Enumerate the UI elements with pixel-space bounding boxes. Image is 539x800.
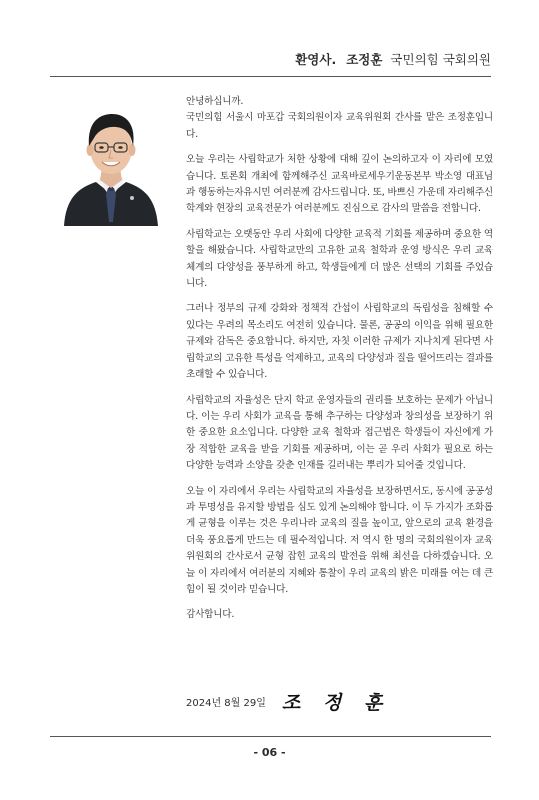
closing-thanks: 감사합니다. (186, 609, 235, 621)
paragraph-thanks: 오늘 우리는 사립학교가 처한 상황에 대해 깊이 논의하고자 이 자리에 모였습니다. 토론회 개최에 함께해주신 교육바로세우기운동본부 박소영 대표님과 행동하는자유시민 여러분께 감사드립니다. 또, 바쁘신 가운데 자리해주신 학계와 현장의 교육전문가 여러분께도 진심으로 감사의 말씀을 전합니다. (186, 154, 493, 215)
signature-block (186, 688, 390, 715)
salutation: 안녕하십니까. (186, 96, 244, 107)
header-role: 국민의힘 국회의원 (390, 52, 491, 67)
header-divider (50, 76, 491, 77)
footer-divider (50, 736, 491, 737)
header-name: 조정훈 (346, 52, 383, 67)
paragraph-balance: 오늘 이 자리에서 우리는 사립학교의 자율성을 보장하면서도, 동시에 공공성과 투명성을 유지할 방법을 심도 있게 논의해야 합니다. 이 두 가지가 조화롭게 균형을 이루는 것은 우리나라 교육의 질을 높이고, 앞으로의 교육 환경을 더욱 풍요롭게 만드는 데 필수적입니다. 저 역시 한 명의 국회의원이자 교육위원회의 간사로서 균형 잡힌 교육의 발전을 위해 최선을 다하겠습니다. 오늘 이 자리에서 여러분의 지혜와 통찰이 우리 교육의 밝은 미래를 여는 데 큰 힘이 될 것이라 믿습니다. (186, 485, 493, 595)
letter-body (186, 94, 493, 633)
portrait-photo (60, 94, 162, 226)
intro-paragraph: 국민의힘 서울시 마포갑 국회의원이자 교육위원회 간사를 맡은 조정훈입니다. (186, 112, 493, 140)
paragraph-regulation-concerns: 그러나 정부의 규제 강화와 정책적 간섭이 사립학교의 독립성을 침해할 수 있다는 우려의 목소리도 여전히 있습니다. 물론, 공공의 이익을 위해 필요한 규제와 감독은 중요합니다. 하지만, 자칫 이러한 규제가 지나치게 된다면 사립학교의 고유한 특성을 억제하고, 교육의 다양성과 질을 떨어뜨리는 결과를 초래할 수 있습니다. (186, 303, 493, 381)
paragraph-private-schools-role: 사립학교는 오랫동안 우리 사회에 다양한 교육적 기회를 제공하며 중요한 역할을 해왔습니다. 사립학교만의 고유한 교육 철학과 운영 방식은 우리 교육 체계의 다양성을 풍부하게 하고, 학생들에게 더 많은 선택의 기회를 주었습니다. (186, 228, 493, 290)
page-header (295, 50, 491, 68)
paragraph-autonomy: 사립학교의 자율성은 단지 학교 운영자들의 권리를 보호하는 문제가 아닙니다. 이는 우리 사회가 교육을 통해 추구하는 다양성과 창의성을 보장하기 위한 중요한 요소입니다. 다양한 교육 철학과 접근법은 학생들이 자신에게 가장 적합한 교육을 받을 기회를 제공하며, 이는 곧 우리 사회가 필요로 하는 다양한 능력과 소양을 갖춘 인재를 길러내는 뿌리가 되어줄 것입니다. (186, 394, 493, 472)
header-greeting: 환영사. (295, 52, 337, 67)
signature-name: 조 정 훈 (281, 692, 391, 714)
page-number: - 06 - (253, 746, 286, 759)
signature-date: 2024년 8월 29일 (186, 698, 266, 709)
